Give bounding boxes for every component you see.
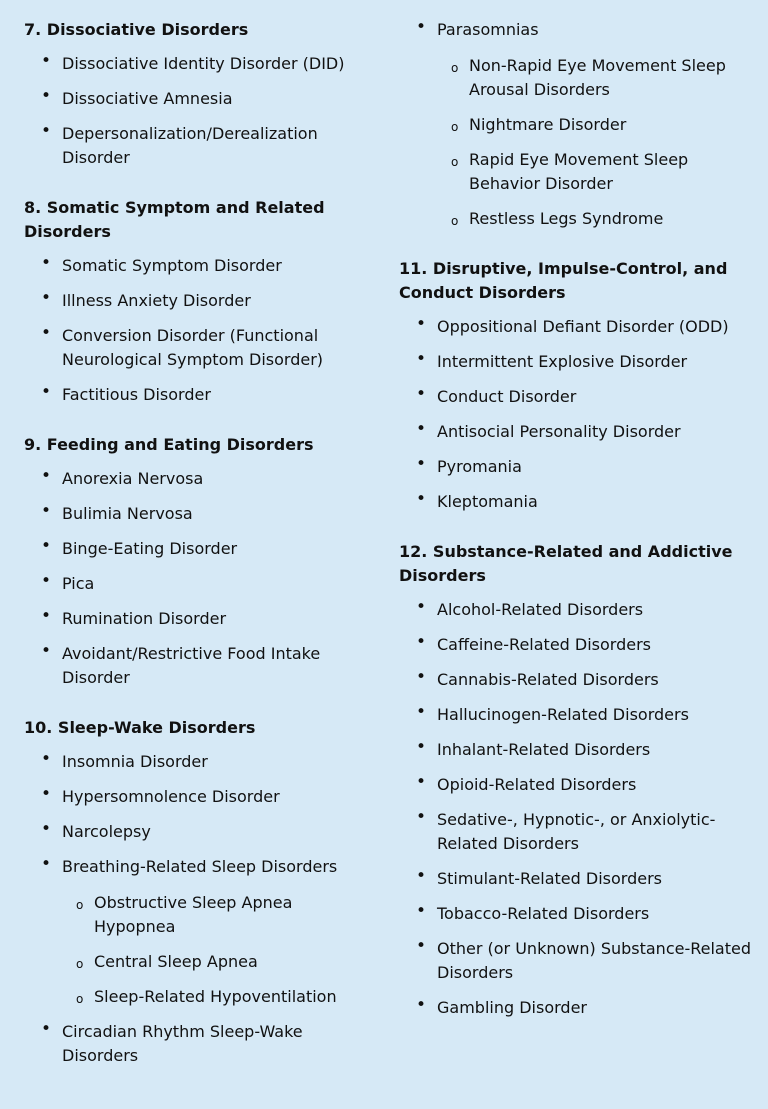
sub-list-item: o Central Sleep Apnea xyxy=(62,950,376,974)
section-sleep-wake-continued xyxy=(399,18,761,231)
list-item: • Illness Anxiety Disorder xyxy=(24,289,376,313)
list-item-label: Breathing-Related Sleep Disorders xyxy=(62,857,338,876)
disorder-list xyxy=(399,18,761,231)
list-item: • Alcohol-Related Disorders xyxy=(399,598,761,622)
list-item: • Avoidant/Restrictive Food Intake Disorder xyxy=(24,642,376,690)
list-item: • Oppositional Defiant Disorder (ODD) xyxy=(399,315,761,339)
list-item: • Conversion Disorder (Functional Neurological Symptom Disorder) xyxy=(24,324,376,372)
disorder-list xyxy=(24,467,376,690)
disorder-list xyxy=(24,750,376,1068)
section-sleep-wake xyxy=(24,716,376,1068)
list-item: • Inhalant-Related Disorders xyxy=(399,738,761,762)
list-item: • Other (or Unknown) Substance-Related Disorders xyxy=(399,937,761,985)
list-item: • Dissociative Amnesia xyxy=(24,87,376,111)
list-item-with-sublist xyxy=(399,18,761,231)
section-heading: 8. Somatic Symptom and Related Disorders xyxy=(24,198,325,241)
section-substance-related xyxy=(399,540,761,1020)
sub-list-item: o Rapid Eye Movement Sleep Behavior Disorder xyxy=(437,148,761,196)
list-item: • Somatic Symptom Disorder xyxy=(24,254,376,278)
list-item: • Caffeine-Related Disorders xyxy=(399,633,761,657)
list-item: • Opioid-Related Disorders xyxy=(399,773,761,797)
list-item: • Antisocial Personality Disorder xyxy=(399,420,761,444)
list-item-with-sublist xyxy=(24,855,376,1009)
section-heading: 7. Dissociative Disorders xyxy=(24,20,249,39)
list-item: • Stimulant-Related Disorders xyxy=(399,867,761,891)
list-item: • Hallucinogen-Related Disorders xyxy=(399,703,761,727)
disorder-list xyxy=(24,52,376,170)
disorder-list xyxy=(399,598,761,1020)
section-somatic xyxy=(24,196,376,407)
disorder-list xyxy=(24,254,376,407)
list-item: • Rumination Disorder xyxy=(24,607,376,631)
section-heading: 12. Substance-Related and Addictive Disorders xyxy=(399,542,733,585)
sub-list-item: o Non-Rapid Eye Movement Sleep Arousal Disorders xyxy=(437,54,761,102)
list-item: • Depersonalization/Derealization Disorder xyxy=(24,122,376,170)
list-item: • Cannabis-Related Disorders xyxy=(399,668,761,692)
sub-list-item: o Nightmare Disorder xyxy=(437,113,761,137)
list-item: • Conduct Disorder xyxy=(399,385,761,409)
sub-list-item: o Sleep-Related Hypoventilation xyxy=(62,985,376,1009)
list-item: • Pyromania xyxy=(399,455,761,479)
list-item: • Intermittent Explosive Disorder xyxy=(399,350,761,374)
section-feeding-eating xyxy=(24,433,376,690)
list-item: • Narcolepsy xyxy=(24,820,376,844)
list-item: • Bulimia Nervosa xyxy=(24,502,376,526)
left-column xyxy=(24,18,376,1079)
right-column xyxy=(399,18,761,1031)
list-item: • Sedative-, Hypnotic-, or Anxiolytic-Related Disorders xyxy=(399,808,761,856)
sub-list xyxy=(437,54,761,231)
disorder-list xyxy=(399,315,761,514)
sub-list-item: o Restless Legs Syndrome xyxy=(437,207,761,231)
list-item: • Gambling Disorder xyxy=(399,996,761,1020)
list-item: • Factitious Disorder xyxy=(24,383,376,407)
list-item: • Binge-Eating Disorder xyxy=(24,537,376,561)
list-item: • Anorexia Nervosa xyxy=(24,467,376,491)
list-item: • Circadian Rhythm Sleep-Wake Disorders xyxy=(24,1020,376,1068)
list-item: • Pica xyxy=(24,572,376,596)
list-item: • Tobacco-Related Disorders xyxy=(399,902,761,926)
sub-list xyxy=(62,891,376,1009)
list-item: • Insomnia Disorder xyxy=(24,750,376,774)
list-item-label: Parasomnias xyxy=(437,20,539,39)
section-heading: 10. Sleep-Wake Disorders xyxy=(24,718,256,737)
list-item: • Kleptomania xyxy=(399,490,761,514)
list-item: • Dissociative Identity Disorder (DID) xyxy=(24,52,376,76)
list-item: • Hypersomnolence Disorder xyxy=(24,785,376,809)
section-heading: 9. Feeding and Eating Disorders xyxy=(24,435,314,454)
sub-list-item: o Obstructive Sleep Apnea Hypopnea xyxy=(62,891,376,939)
section-heading: 11. Disruptive, Impulse-Control, and Conduct Disorders xyxy=(399,259,728,302)
section-dissociative xyxy=(24,18,376,170)
section-disruptive-impulse-control xyxy=(399,257,761,514)
